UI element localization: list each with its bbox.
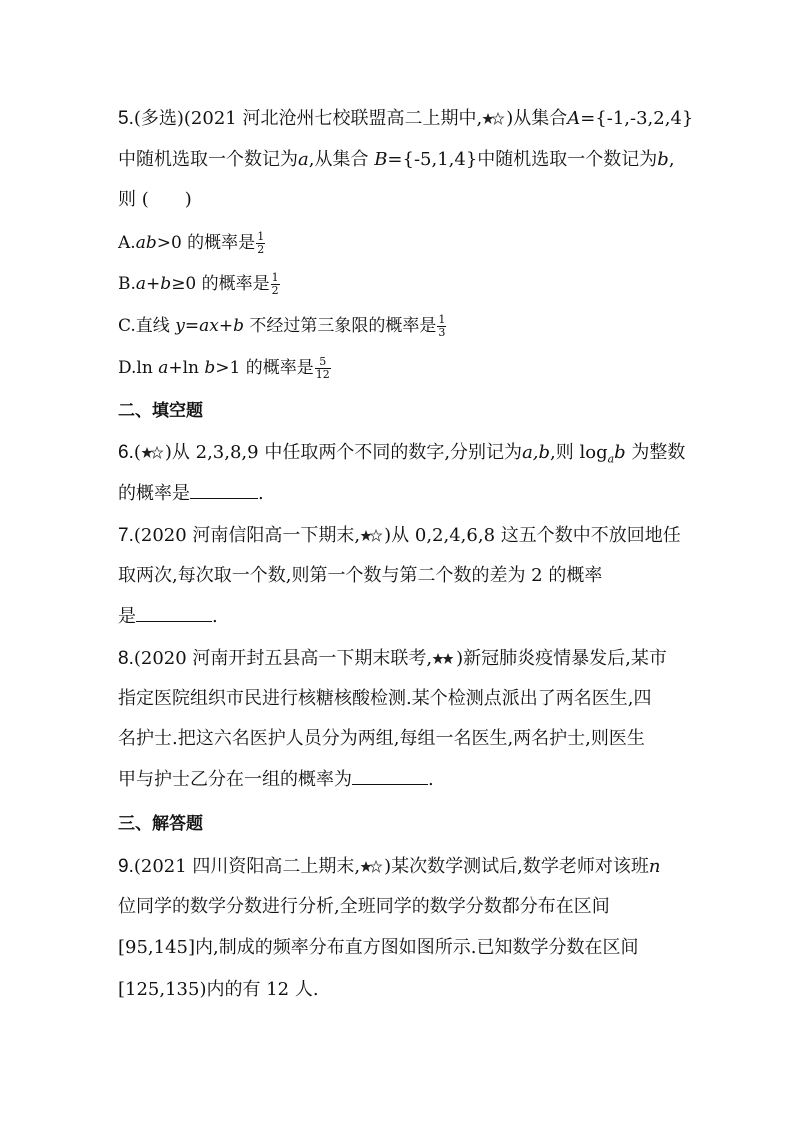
q8-end: . (428, 769, 434, 790)
opt-c-y: y (175, 316, 185, 336)
opt-c-b: b (233, 316, 244, 336)
var-a: a (298, 149, 309, 170)
difficulty-stars-icon (360, 860, 384, 874)
q6-text-2: 的概率是 (118, 483, 190, 504)
opt-d-text: >1 的概率是 (215, 358, 314, 378)
q6-text-1b: )从 2,3,8,9 中任取两个不同的数字,分别记为 (164, 442, 523, 463)
opt-a-fraction (256, 231, 265, 256)
set-b-var: B (374, 149, 388, 170)
q8-text-4: 甲与护士乙分在一组的概率为 (118, 769, 352, 790)
q5-text-1b: )从集合 (506, 108, 568, 129)
q7-text-3: 是 (118, 606, 136, 627)
opt-c-ax: ax (199, 316, 219, 336)
opt-b-plus: + (146, 274, 161, 294)
opt-d-denominator: 12 (315, 368, 330, 381)
answer-blank[interactable] (136, 603, 212, 622)
q9-text-4b: 内的有 12 人. (206, 979, 319, 1000)
q9-interval-2: [125,135) (118, 979, 207, 1000)
difficulty-stars-icon (432, 652, 456, 666)
q8-line-3: 名护士.把这六名医护人员分为两组,每组一名医生,两名护士,则医生 (118, 728, 645, 749)
opt-d-b: b (204, 358, 216, 378)
opt-d-mid: +ln (168, 358, 205, 378)
q5-option-b (118, 271, 280, 297)
q8-source: (2020 河南开封五县高一下期末联考, (133, 648, 433, 669)
q9-text-1b: )某次数学测试后,数学老师对该班 (384, 856, 649, 877)
q9-var-n: n (648, 856, 661, 877)
q5-text-2a: 中随机选取一个数记为 (118, 149, 298, 170)
opt-b-label: B. (118, 274, 136, 294)
q5-line-2 (118, 147, 675, 173)
set-a-var: A (567, 108, 581, 129)
q9-line-4 (118, 977, 319, 1003)
set-b-elements: ={-5,1,4}中随机选取一个数记为 (387, 149, 658, 170)
opt-c-text: 不经过第三象限的概率是 (243, 316, 437, 336)
difficulty-stars-icon (360, 529, 384, 543)
q8-line-4 (118, 766, 434, 793)
opt-b-numerator: 1 (271, 271, 279, 284)
opt-b-text: ≥0 的概率是 (171, 274, 270, 294)
q5-text-2b: ,从集合 (308, 149, 375, 170)
difficulty-stars-icon (482, 112, 506, 126)
q6-line-1 (118, 440, 685, 473)
q5-option-d (118, 355, 331, 381)
section-heading-fill-in: 二、填空题 (118, 401, 203, 421)
q7-line-2: 取两次,每次取一个数,则第一个数与第二个数的差为 2 的概率 (118, 565, 603, 586)
q6-number: 6. (118, 442, 134, 463)
q7-line-3 (118, 603, 218, 630)
q8-line-2: 指定医院组织市民进行核糖核酸检测.某个检测点派出了两名医生,四 (118, 688, 652, 709)
opt-a-text: >0 的概率是 (156, 233, 256, 253)
opt-c-plus: + (218, 316, 234, 336)
q5-option-a (118, 230, 265, 256)
q9-line-2: 位同学的数学分数进行分析,全班同学的数学分数都分布在区间 (118, 896, 610, 917)
q6-log: ,则 log (550, 442, 608, 463)
q9-line-3 (118, 935, 638, 961)
difficulty-stars-icon (141, 446, 165, 460)
opt-b-a: a (135, 274, 147, 294)
opt-c-eq: = (184, 316, 200, 336)
q5-line-1 (118, 106, 693, 132)
q8-text-1b: )新冠肺炎疫情暴发后,某市 (456, 648, 667, 669)
q9-source: (2021 四川资阳高二上期末, (133, 856, 361, 877)
q6-text-1d: 为整数 (625, 442, 686, 463)
q6-log-arg: b (614, 442, 626, 463)
q7-source: (2020 河南信阳高一下期末, (133, 525, 361, 546)
opt-c-fraction (437, 314, 446, 339)
var-b: b (657, 149, 669, 170)
set-a-elements: ={-1,-3,2,4} (580, 108, 694, 129)
q7-line-1 (118, 523, 681, 549)
q9-number: 9. (118, 856, 134, 877)
q7-end: . (212, 606, 218, 627)
q6-vars: a,b (522, 442, 551, 463)
opt-b-fraction (271, 272, 280, 297)
q5-line-3: 则 ( ) (118, 189, 192, 210)
q7-text-1b: )从 0,2,4,6,8 这五个数中不放回地任 (384, 525, 681, 546)
opt-a-numerator: 1 (257, 230, 265, 243)
q5-option-c (118, 313, 446, 339)
opt-c-label: C.直线 (118, 316, 176, 336)
opt-a-denominator: 2 (257, 243, 265, 256)
q5-text-2c: , (668, 149, 675, 170)
q6-end: . (258, 483, 264, 504)
opt-d-numerator: 5 (315, 356, 331, 369)
opt-a-label: A. (118, 233, 136, 253)
q8-number: 8. (118, 648, 134, 669)
opt-b-denominator: 2 (271, 284, 279, 297)
q6-log-base: a (607, 452, 615, 466)
opt-c-denominator: 3 (438, 326, 446, 339)
answer-blank[interactable] (190, 480, 258, 499)
opt-d-label: D.ln (118, 358, 159, 378)
answer-blank[interactable] (352, 766, 428, 785)
q9-text-3b: 内,制成的频率分布直方图如图所示.已知数学分数在区间 (195, 937, 639, 958)
q9-interval-1: [95,145] (118, 937, 196, 958)
q8-line-1 (118, 646, 667, 672)
opt-c-numerator: 1 (438, 313, 446, 326)
q9-line-1 (118, 854, 660, 880)
opt-b-b: b (160, 274, 172, 294)
q6-line-2 (118, 480, 264, 507)
q5-number: 5. (118, 108, 134, 129)
opt-a-expr: ab (135, 233, 157, 253)
q7-number: 7. (118, 525, 134, 546)
opt-d-a: a (158, 358, 169, 378)
opt-d-fraction (315, 356, 331, 381)
q5-source: (多选)(2021 河北沧州七校联盟高二上期中, (133, 108, 483, 129)
section-heading-solve: 三、解答题 (118, 814, 203, 834)
q6-text-1a: ( (133, 442, 141, 463)
